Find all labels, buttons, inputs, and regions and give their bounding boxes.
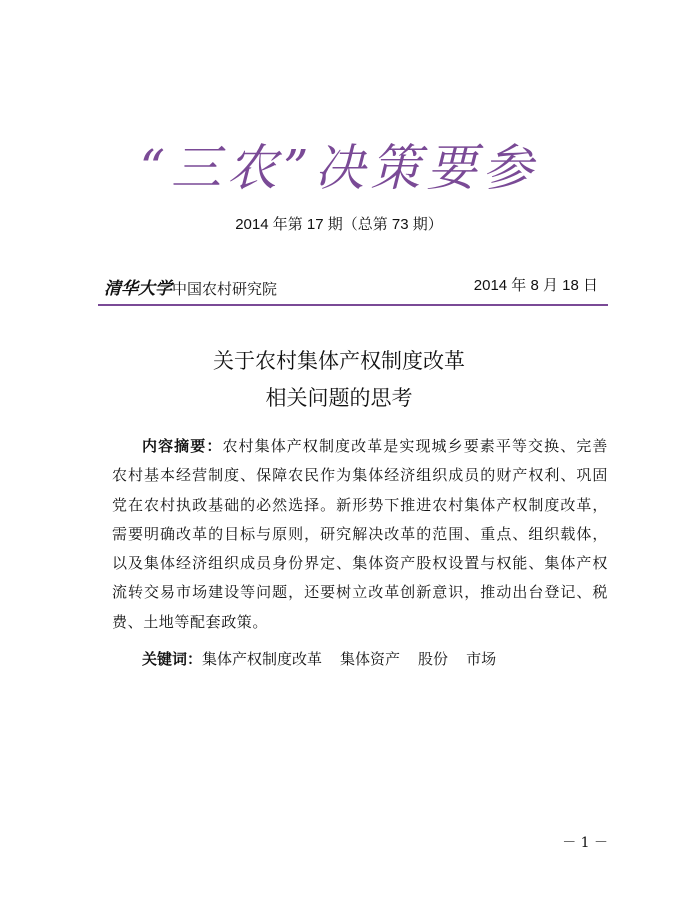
article-title-line-2: 相关问题的思考 [265, 386, 413, 410]
issue-number: 2014 年第 17 期（总第 73 期） [235, 216, 443, 233]
keyword-item: 集体产权制度改革 [202, 650, 323, 668]
keyword-item: 市场 [466, 650, 497, 668]
abstract-paragraph [112, 432, 608, 637]
abstract-label: 内容摘要： [142, 437, 223, 455]
abstract-text: 农村集体产权制度改革是实现城乡要素平等交换、完善农村基本经营制度、保障农民作为集体经济组织成员的财产权利、巩固党在农村执政基础的必然选择。新形势下推进农村集体产权制度改革，需要明确改革的目标与原则，研究解决改革的范围、重点、组织载体，以及集体经济组织成员身份界定、集体资产股权设置与权能、集体产权流转交易市场建设等问题，还要树立改革创新意识，推动出台登记、税费、土地等配套政策。 [112, 437, 608, 631]
organization [104, 274, 277, 299]
header-divider [98, 304, 608, 306]
keywords-line [142, 648, 514, 669]
university-calligraphy-logo: 清华大学 [104, 279, 172, 299]
keyword-item: 集体资产 [340, 650, 401, 668]
keyword-item: 股份 [418, 650, 449, 668]
masthead-title: “三农”决策要参 [139, 139, 539, 197]
keywords-label: 关键词： [142, 650, 203, 668]
publication-date: 2014 年 8 月 18 日 [473, 277, 598, 294]
organization-name: 中国农村研究院 [172, 280, 278, 298]
article-title-line-1: 关于农村集体产权制度改革 [213, 349, 465, 373]
page-number: － 1 － [562, 835, 608, 851]
